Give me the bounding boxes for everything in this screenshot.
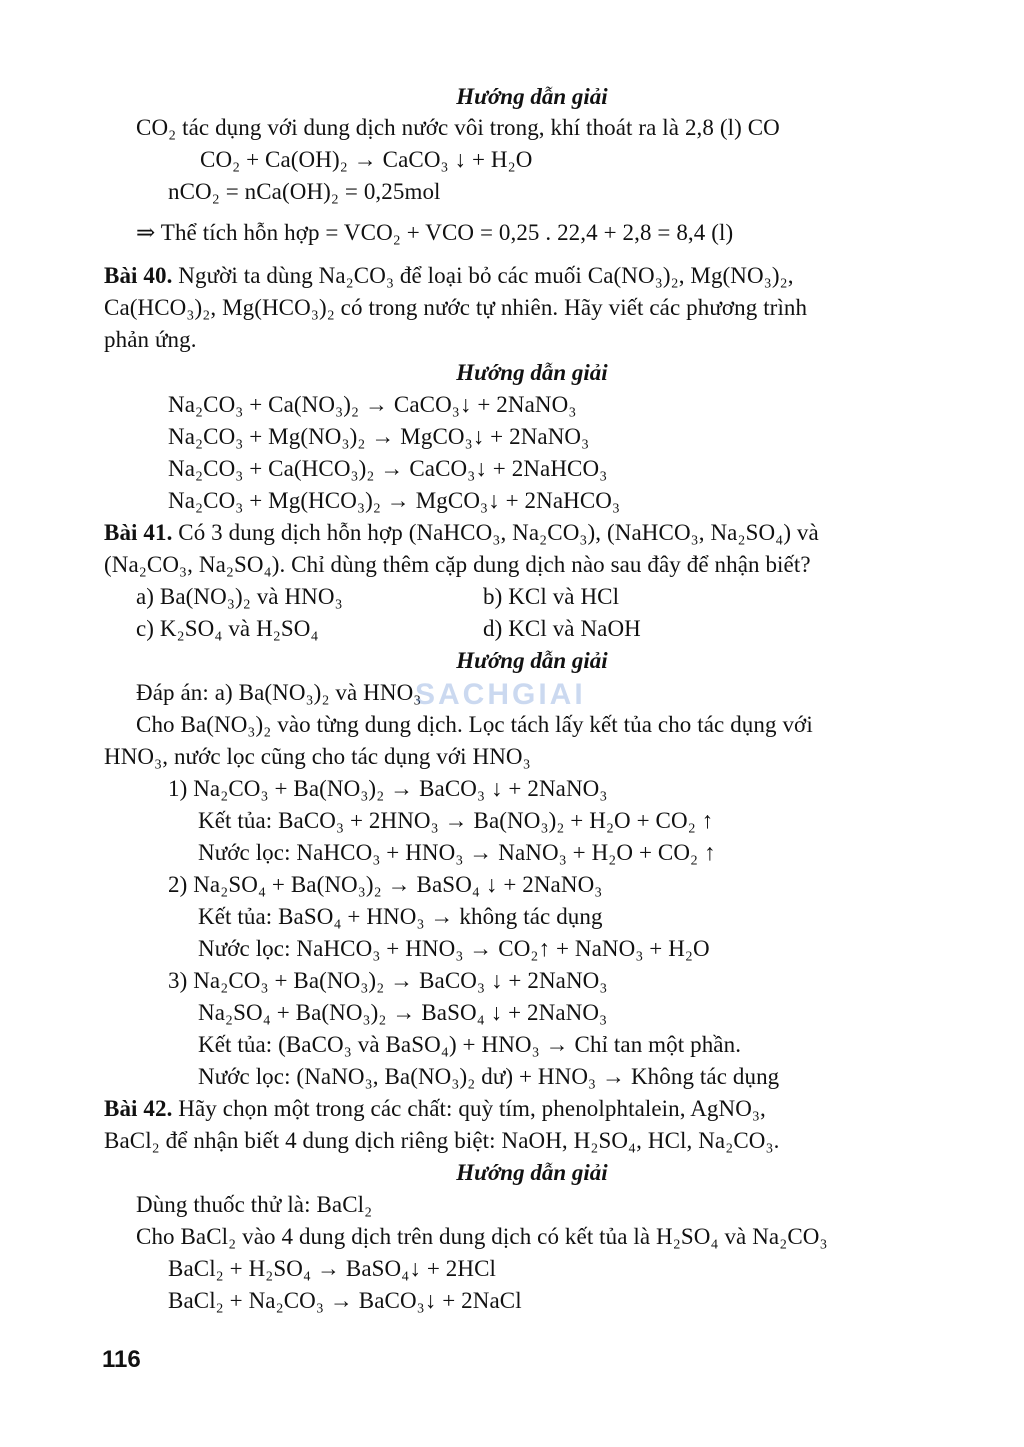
ex41-option-b: b) KCl và HCl (483, 584, 620, 609)
ex42-reagent: Dùng thuốc thử là: BaCl₂ (136, 1192, 373, 1217)
ex41-method-line-1: Cho Ba(NO₃)₂ vào từng dung dịch. Lọc tách lấy kết tủa cho tác dụng với (136, 712, 813, 737)
ex41-case-2-precipitate: Kết tủa: BaSO₄ + HNO₃ → không tác dụng (198, 904, 603, 929)
ex42-question-line-1 (104, 1095, 766, 1123)
solution-heading-42: Hướng dẫn giải (456, 1160, 608, 1185)
ex40-label: Bài 40. (104, 263, 173, 288)
ex42-question-line-2: BaCl₂ để nhận biết 4 dung dịch riêng biệt: NaOH, H₂SO₄, HCl, Na₂CO₃. (104, 1128, 780, 1153)
ex41-case-3-precipitate: Kết tủa: (BaCO₃ và BaSO₄) + HNO₃ → Chỉ tan một phần. (198, 1032, 742, 1057)
ex41-case-2: 2) Na₂SO₄ + Ba(NO₃)₂ → BaSO₄ ↓ + 2NaNO₃ (168, 872, 603, 897)
ex41-case-1-precipitate: Kết tủa: BaCO₃ + 2HNO₃ → Ba(NO₃)₂ + H₂O + CO₂ ↑ (198, 808, 714, 833)
ex40-question-line-2: Ca(HCO₃)₂, Mg(HCO₃)₂ có trong nước tự nhiên. Hãy viết các phương trình (104, 295, 808, 320)
solution-heading-41: Hướng dẫn giải (456, 648, 608, 673)
ex41-option-c: c) K₂SO₄ và H₂SO₄ (136, 616, 319, 641)
ex41-question-text-1: Có 3 dung dịch hỗn hợp (NaHCO₃, Na₂CO₃), (NaHCO₃, Na₂SO₄) và (172, 520, 819, 545)
ex41-method-line-2: HNO₃, nước lọc cũng cho tác dụng với HNO₃ (104, 744, 531, 769)
ex40-question-line-3: phản ứng. (104, 327, 197, 352)
ex41-answer: Đáp án: a) Ba(NO₃)₂ và HNO₃ (136, 680, 422, 705)
solution-heading-40: Hướng dẫn giải (456, 360, 608, 385)
solution-heading-39: Hướng dẫn giải (456, 84, 608, 109)
ex41-case-3: 3) Na₂CO₃ + Ba(NO₃)₂ → BaCO₃ ↓ + 2NaNO₃ (168, 968, 608, 993)
ex41-question-line-1 (104, 519, 819, 547)
ex39-mol-line: nCO₂ = nCa(OH)₂ = 0,25mol (168, 179, 441, 204)
ex42-question-text-1: Hãy chọn một trong các chất: quỳ tím, phenolphtalein, AgNO₃, (172, 1096, 766, 1121)
ex42-equation-2: BaCl₂ + Na₂CO₃ → BaCO₃↓ + 2NaCl (168, 1288, 522, 1313)
ex41-case-3-filtrate: Nước lọc: (NaNO₃, Ba(NO₃)₂ dư) + HNO₃ → Không tác dụng (198, 1064, 780, 1089)
ex41-question-line-2: (Na₂CO₃, Na₂SO₄). Chỉ dùng thêm cặp dung dịch nào sau đây để nhận biết? (104, 552, 811, 577)
ex40-equation-4: Na₂CO₃ + Mg(HCO₃)₂ → MgCO₃↓ + 2NaHCO₃ (168, 488, 621, 513)
ex39-line-1: CO₂ tác dụng với dung dịch nước vôi trong, khí thoát ra là 2,8 (l) CO (136, 115, 780, 140)
page-number: 116 (102, 1346, 141, 1373)
ex39-volume-result: ⇒ Thể tích hỗn hợp = VCO₂ + VCO = 0,25 . 22,4 + 2,8 = 8,4 (l) (136, 220, 734, 245)
ex41-case-1-filtrate: Nước lọc: NaHCO₃ + HNO₃ → NaNO₃ + H₂O + CO₂ ↑ (198, 840, 716, 865)
ex40-question-line-1 (104, 262, 794, 290)
ex42-label: Bài 42. (104, 1096, 173, 1121)
ex42-method: Cho BaCl₂ vào 4 dung dịch trên dung dịch có kết tủa là H₂SO₄ và Na₂CO₃ (136, 1224, 828, 1249)
ex40-equation-2: Na₂CO₃ + Mg(NO₃)₂ → MgCO₃↓ + 2NaNO₃ (168, 424, 590, 449)
ex39-equation: CO₂ + Ca(OH)₂ → CaCO₃ ↓ + H₂O (200, 147, 533, 172)
ex40-question-text-1: Người ta dùng Na₂CO₃ để loại bỏ các muối Ca(NO₃)₂, Mg(NO₃)₂, (172, 263, 794, 288)
ex41-case-3-equation-2: Na₂SO₄ + Ba(NO₃)₂ → BaSO₄ ↓ + 2NaNO₃ (198, 1000, 608, 1025)
ex41-case-2-filtrate: Nước lọc: NaHCO₃ + HNO₃ → CO₂↑ + NaNO₃ + H₂O (198, 936, 710, 961)
ex41-option-d: d) KCl và NaOH (483, 616, 641, 641)
watermark-logo: SACHGIAI (415, 678, 586, 711)
ex40-equation-1: Na₂CO₃ + Ca(NO₃)₂ → CaCO₃↓ + 2NaNO₃ (168, 392, 577, 417)
ex41-case-1: 1) Na₂CO₃ + Ba(NO₃)₂ → BaCO₃ ↓ + 2NaNO₃ (168, 776, 608, 801)
ex40-equation-3: Na₂CO₃ + Ca(HCO₃)₂ → CaCO₃↓ + 2NaHCO₃ (168, 456, 608, 481)
ex41-label: Bài 41. (104, 520, 173, 545)
ex41-option-a: a) Ba(NO₃)₂ và HNO₃ (136, 584, 343, 609)
ex42-equation-1: BaCl₂ + H₂SO₄ → BaSO₄↓ + 2HCl (168, 1256, 496, 1281)
